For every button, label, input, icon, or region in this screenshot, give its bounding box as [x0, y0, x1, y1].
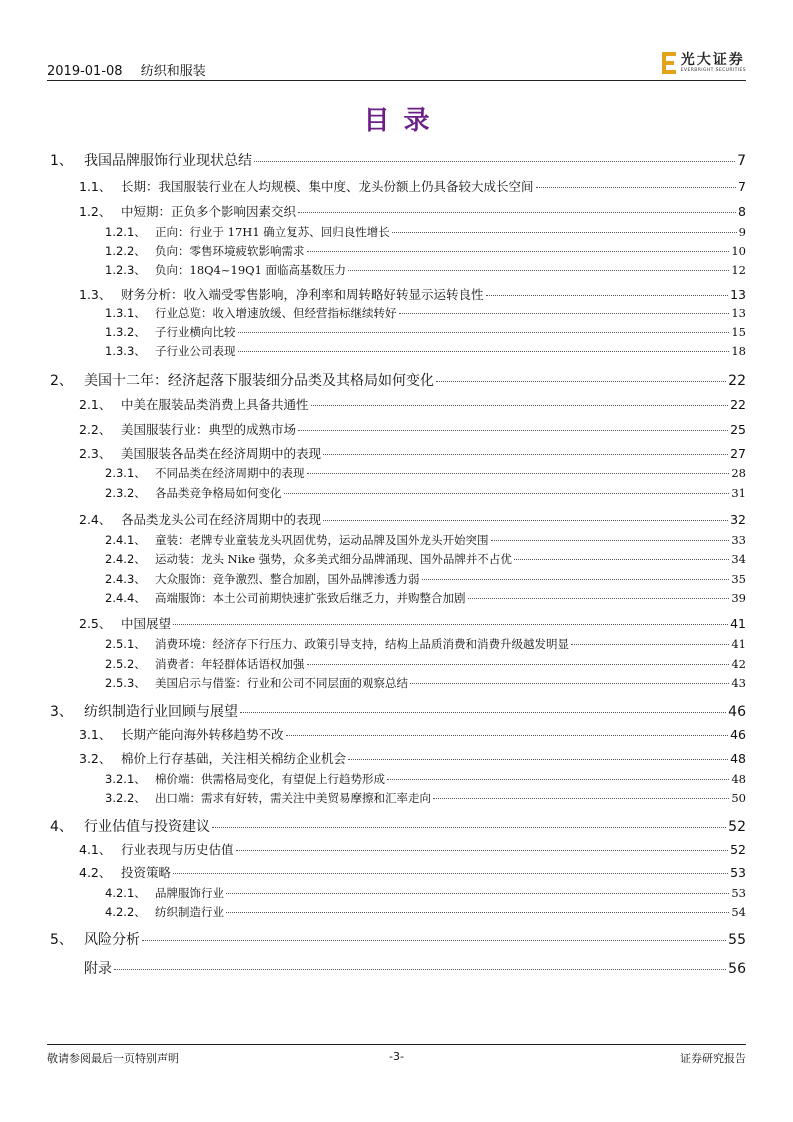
toc-entry-number: 1、: [50, 153, 73, 169]
toc-entry-number: 1.3、: [79, 287, 112, 302]
toc-entry-page[interactable]: 15: [731, 325, 746, 339]
toc-entry[interactable]: [47, 701, 746, 721]
toc-entry[interactable]: [47, 485, 746, 501]
toc-entry-number: 2.2、: [79, 422, 112, 437]
toc-entry[interactable]: [47, 343, 746, 359]
toc-dot-leader: [399, 313, 730, 314]
toc-entry-number: 2.5.1、: [105, 637, 146, 651]
toc-entry-number: 1.1、: [79, 179, 112, 194]
toc-entry[interactable]: [47, 224, 746, 240]
toc-entry-title[interactable]: 财务分析：收入端受零售影响，净利率和周转略好转显示运转良性: [121, 287, 484, 302]
toc-entry-number: 4.2、: [79, 865, 112, 880]
toc-entry-page[interactable]: 41: [730, 616, 746, 631]
toc-dot-leader: [298, 430, 728, 431]
toc-entry-page[interactable]: 28: [731, 466, 746, 480]
toc-dot-leader: [348, 270, 729, 271]
toc-entry-number: 1.3.2、: [105, 325, 146, 339]
toc-entry-page[interactable]: 55: [728, 932, 746, 948]
toc-dot-leader: [238, 351, 730, 352]
toc-entry-page[interactable]: 50: [731, 791, 746, 805]
toc-entry-number: 2.4.3、: [105, 572, 146, 586]
toc-entry-page[interactable]: 43: [731, 676, 746, 690]
toc-dot-leader: [284, 493, 730, 494]
toc-entry-title[interactable]: 行业表现与历史估值: [121, 842, 234, 857]
toc-entry-number: 4、: [50, 819, 73, 835]
toc-entry-title[interactable]: 正向：行业于 17H1 确立复苏、回归良性增长: [155, 225, 390, 239]
toc-entry-number: 3.2.2、: [105, 791, 146, 805]
toc-entry-title[interactable]: 棉价端：供需格局变化，有望促上行趋势形成: [155, 772, 385, 786]
toc-dot-leader: [311, 405, 729, 406]
toc-dot-leader: [433, 798, 729, 799]
toc-entry-title[interactable]: 品牌服饰行业: [155, 886, 224, 900]
toc-entry-number: 4.2.1、: [105, 886, 146, 900]
footer-divider: [47, 1044, 746, 1045]
toc-dot-leader: [238, 332, 730, 333]
toc-entry-title[interactable]: 子行业公司表现: [155, 344, 236, 358]
toc-entry-number: 2.5.2、: [105, 657, 146, 671]
toc-entry-title[interactable]: 美国服装各品类在经济周期中的表现: [121, 446, 322, 461]
toc-entry-title[interactable]: 负向：18Q4~19Q1 面临高基数压力: [155, 263, 347, 277]
toc-entry-number: 2.4.2、: [105, 552, 146, 566]
toc-entry-page[interactable]: 48: [730, 751, 746, 766]
toc-entry[interactable]: [47, 790, 746, 806]
toc-entry-title[interactable]: 美国十二年：经济起落下服装细分品类及其格局如何变化: [84, 373, 434, 389]
header-info: [47, 60, 206, 79]
toc-entry-page[interactable]: 32: [730, 512, 746, 527]
everbright-logo-icon: [662, 52, 676, 74]
toc-entry[interactable]: [47, 816, 746, 836]
toc-dot-leader: [142, 940, 726, 941]
toc-dot-leader: [468, 598, 730, 599]
toc-entry-title[interactable]: 高端服饰：本土公司前期快速扩张致后继乏力，并购整合加剧: [155, 591, 466, 605]
toc-entry-page[interactable]: 7: [737, 153, 746, 169]
toc-entry-page[interactable]: 53: [730, 865, 746, 880]
toc-entry-number: 3.1、: [79, 727, 112, 742]
toc-entry[interactable]: [47, 863, 746, 881]
toc-dot-leader: [173, 873, 728, 874]
toc-entry-title[interactable]: 美国启示与借鉴：行业和公司不同层面的观察总结: [155, 676, 408, 690]
company-logo: [662, 52, 746, 74]
toc-dot-leader: [173, 624, 728, 625]
toc-entry-page[interactable]: 25: [730, 422, 746, 437]
toc-entry[interactable]: [47, 590, 746, 606]
logo-chinese-name: 光大证券: [680, 52, 745, 68]
report-type: 证券研究报告: [680, 1052, 746, 1065]
toc-dot-leader: [298, 212, 736, 213]
toc-dot-leader: [323, 454, 728, 455]
toc-entry-number: 1.2.2、: [105, 244, 146, 258]
toc-dot-leader: [514, 559, 730, 560]
toc-entry-page[interactable]: 54: [731, 905, 746, 919]
disclaimer-note: 敬请参阅最后一页特别声明: [47, 1052, 179, 1065]
toc-entry-title[interactable]: 行业估值与投资建议: [84, 819, 210, 835]
toc-entry[interactable]: [47, 675, 746, 691]
toc-entry[interactable]: [47, 395, 746, 413]
toc-dot-leader: [240, 712, 726, 713]
toc-entry[interactable]: [47, 420, 746, 438]
toc-entry-title[interactable]: 我国品牌服饰行业现状总结: [84, 153, 252, 169]
toc-entry-page[interactable]: 31: [731, 486, 746, 500]
toc-entry[interactable]: [47, 656, 746, 672]
toc-entry[interactable]: [47, 749, 746, 767]
toc-entry-title[interactable]: 附录: [84, 961, 112, 977]
page-header: [47, 52, 746, 80]
toc-entry-number: 3.2、: [79, 751, 112, 766]
toc-entry-number: 1.2、: [79, 204, 112, 219]
toc-entry[interactable]: [47, 614, 746, 632]
toc-entry[interactable]: [47, 324, 746, 340]
toc-entry-page[interactable]: 22: [730, 397, 746, 412]
toc-entry-page[interactable]: 7: [738, 179, 746, 194]
toc-entry-title[interactable]: 风险分析: [84, 932, 140, 948]
toc-entry-number: 1.3.1、: [105, 306, 146, 320]
toc-entry-title[interactable]: 中短期：正负多个影响因素交织: [121, 204, 297, 219]
toc-entry-page[interactable]: 12: [731, 263, 746, 277]
toc-entry[interactable]: [47, 840, 746, 858]
toc-entry-title[interactable]: 纺织制造行业回顾与展望: [84, 704, 238, 720]
toc-entry-page[interactable]: 46: [730, 727, 746, 742]
toc-entry-title[interactable]: 不同品类在经济周期中的表现: [155, 466, 305, 480]
toc-entry-title[interactable]: 消费者：年轻群体话语权加强: [155, 657, 305, 671]
toc-entry-title[interactable]: 长期产能向海外转移趋势不改: [121, 727, 284, 742]
toc-dot-leader: [387, 779, 729, 780]
toc-entry-number: 1.3.3、: [105, 344, 146, 358]
toc-entry-page[interactable]: 18: [731, 344, 746, 358]
toc-entry-page[interactable]: 10: [731, 244, 746, 258]
toc-entry[interactable]: [47, 370, 746, 390]
toc-entry-title[interactable]: 棉价上行存基础，关注相关棉纺企业机会: [121, 751, 347, 766]
toc-entry[interactable]: [47, 243, 746, 259]
toc-entry-page[interactable]: 9: [738, 225, 746, 239]
toc-entry[interactable]: [47, 444, 746, 462]
toc-entry-title[interactable]: 运动装：龙头 Nike 强势，众多美式细分品牌涌现、国外品牌并不占优: [155, 552, 512, 566]
toc-entry-number: 2、: [50, 373, 73, 389]
toc-entry-page[interactable]: 13: [730, 287, 746, 302]
toc-entry-title[interactable]: 美国服装行业：典型的成熟市场: [121, 422, 297, 437]
toc-entry[interactable]: [47, 885, 746, 901]
toc-entry-number: 2.4、: [79, 512, 112, 527]
toc-entry-number: 5、: [50, 932, 73, 948]
toc-entry-number: 2.5.3、: [105, 676, 146, 690]
toc-dot-leader: [571, 644, 729, 645]
toc-entry-page[interactable]: 56: [728, 961, 746, 977]
toc-dot-leader: [436, 381, 726, 382]
toc-entry-page[interactable]: 34: [731, 552, 746, 566]
toc-dot-leader: [236, 850, 729, 851]
toc-entry-page[interactable]: 52: [728, 819, 746, 835]
toc-entry-title[interactable]: 负向：零售环境疲软影响需求: [155, 244, 305, 258]
toc-entry-number: 1.2.3、: [105, 263, 146, 277]
toc-entry-title[interactable]: 中美在服装品类消费上具备共通性: [121, 397, 309, 412]
toc-entry[interactable]: [47, 904, 746, 920]
logo-english-name: EVERBRIGHT SECURITIES: [680, 68, 746, 73]
toc-entry-page[interactable]: 48: [731, 772, 746, 786]
toc-entry-page[interactable]: 22: [728, 373, 746, 389]
toc-dot-leader: [286, 735, 729, 736]
toc-dot-leader: [307, 664, 730, 665]
toc-dot-leader: [410, 683, 729, 684]
toc-entry[interactable]: [47, 771, 746, 787]
toc-entry-title[interactable]: 投资策略: [121, 865, 172, 880]
industry-name: 纺织和服装: [140, 64, 206, 79]
toc-entry-page[interactable]: 27: [730, 446, 746, 461]
toc-entry[interactable]: [47, 150, 746, 170]
toc-dot-leader: [422, 579, 730, 580]
toc-dot-leader: [307, 251, 730, 252]
toc-dot-leader: [307, 473, 730, 474]
toc-entry-page[interactable]: 8: [738, 204, 746, 219]
toc-entry-page[interactable]: 13: [731, 306, 746, 320]
toc-entry-title[interactable]: 各品类龙头公司在经济周期中的表现: [121, 512, 322, 527]
toc-entry[interactable]: [47, 929, 746, 949]
toc-entry[interactable]: [47, 551, 746, 567]
toc-entry-number: 2.3.1、: [105, 466, 146, 480]
toc-entry-number: 2.3、: [79, 446, 112, 461]
toc-dot-leader: [491, 540, 730, 541]
toc-entry-page[interactable]: 33: [731, 533, 746, 547]
toc-entry-title[interactable]: 行业总览：收入增速放缓、但经营指标继续转好: [155, 306, 397, 320]
toc-dot-leader: [212, 827, 726, 828]
toc-entry[interactable]: [47, 285, 746, 303]
toc-entry[interactable]: [47, 262, 746, 278]
toc-entry-page[interactable]: 53: [731, 886, 746, 900]
toc-entry[interactable]: [47, 532, 746, 548]
toc-entry[interactable]: [47, 571, 746, 587]
page-title: 目录: [363, 106, 444, 136]
toc-entry-number: 4.2.2、: [105, 905, 146, 919]
toc-entry[interactable]: [47, 725, 746, 743]
toc-entry-page[interactable]: 35: [731, 572, 746, 586]
toc-dot-leader: [486, 295, 729, 296]
toc-entry[interactable]: [47, 202, 746, 220]
toc-entry-page[interactable]: 42: [731, 657, 746, 671]
toc-entry-title[interactable]: 子行业横向比较: [155, 325, 236, 339]
toc-entry-title[interactable]: 大众服饰：竞争激烈、整合加剧，国外品牌渗透力弱: [155, 572, 420, 586]
toc-entry[interactable]: [47, 636, 746, 652]
toc-dot-leader: [226, 912, 729, 913]
toc-entry-number: 3、: [50, 704, 73, 720]
toc-entry-page[interactable]: 46: [728, 704, 746, 720]
toc-entry-page[interactable]: 41: [731, 637, 746, 651]
toc-entry-page[interactable]: 39: [731, 591, 746, 605]
toc-dot-leader: [392, 232, 737, 233]
toc-entry-title[interactable]: 各品类竞争格局如何变化: [155, 486, 282, 500]
toc-dot-leader: [254, 161, 735, 162]
header-divider: [47, 80, 746, 81]
toc-entry-title[interactable]: 消费环境：经济存下行压力、政策引导支持，结构上品质消费和消费升级越发明显: [155, 637, 569, 651]
toc-entry-title[interactable]: 长期：我国服装行业在人均规模、集中度、龙头份额上仍具备较大成长空间: [121, 179, 534, 194]
toc-entry-title[interactable]: 中国展望: [121, 616, 172, 631]
toc-dot-leader: [348, 759, 728, 760]
toc-entry-number: 2.4.1、: [105, 533, 146, 547]
toc-entry-number: 2.1、: [79, 397, 112, 412]
toc-entry[interactable]: [47, 958, 746, 978]
toc-dot-leader: [536, 187, 737, 188]
toc-dot-leader: [323, 520, 728, 521]
toc-entry-number: 1.2.1、: [105, 225, 146, 239]
toc-entry-number: 2.3.2、: [105, 486, 146, 500]
toc-entry[interactable]: [47, 510, 746, 528]
toc-entry-number: 2.4.4、: [105, 591, 146, 605]
toc-entry-title[interactable]: 童装：老牌专业童装龙头巩固优势，运动品牌及国外龙头开始突围: [155, 533, 489, 547]
toc-entry-title[interactable]: 出口端：需求有好转，需关注中美贸易摩擦和汇率走向: [155, 791, 431, 805]
toc-dot-leader: [226, 893, 729, 894]
toc-entry[interactable]: [47, 305, 746, 321]
toc-entry-page[interactable]: 52: [730, 842, 746, 857]
toc-entry-number: 2.5、: [79, 616, 112, 631]
toc-entry-title[interactable]: 纺织制造行业: [155, 905, 224, 919]
toc-entry[interactable]: [47, 177, 746, 195]
page-number: -3-: [389, 1050, 404, 1063]
report-date: 2019-01-08: [47, 64, 123, 79]
toc-dot-leader: [114, 969, 726, 970]
toc-entry[interactable]: [47, 465, 746, 481]
toc-entry-number: 4.1、: [79, 842, 112, 857]
toc-entry-number: 3.2.1、: [105, 772, 146, 786]
